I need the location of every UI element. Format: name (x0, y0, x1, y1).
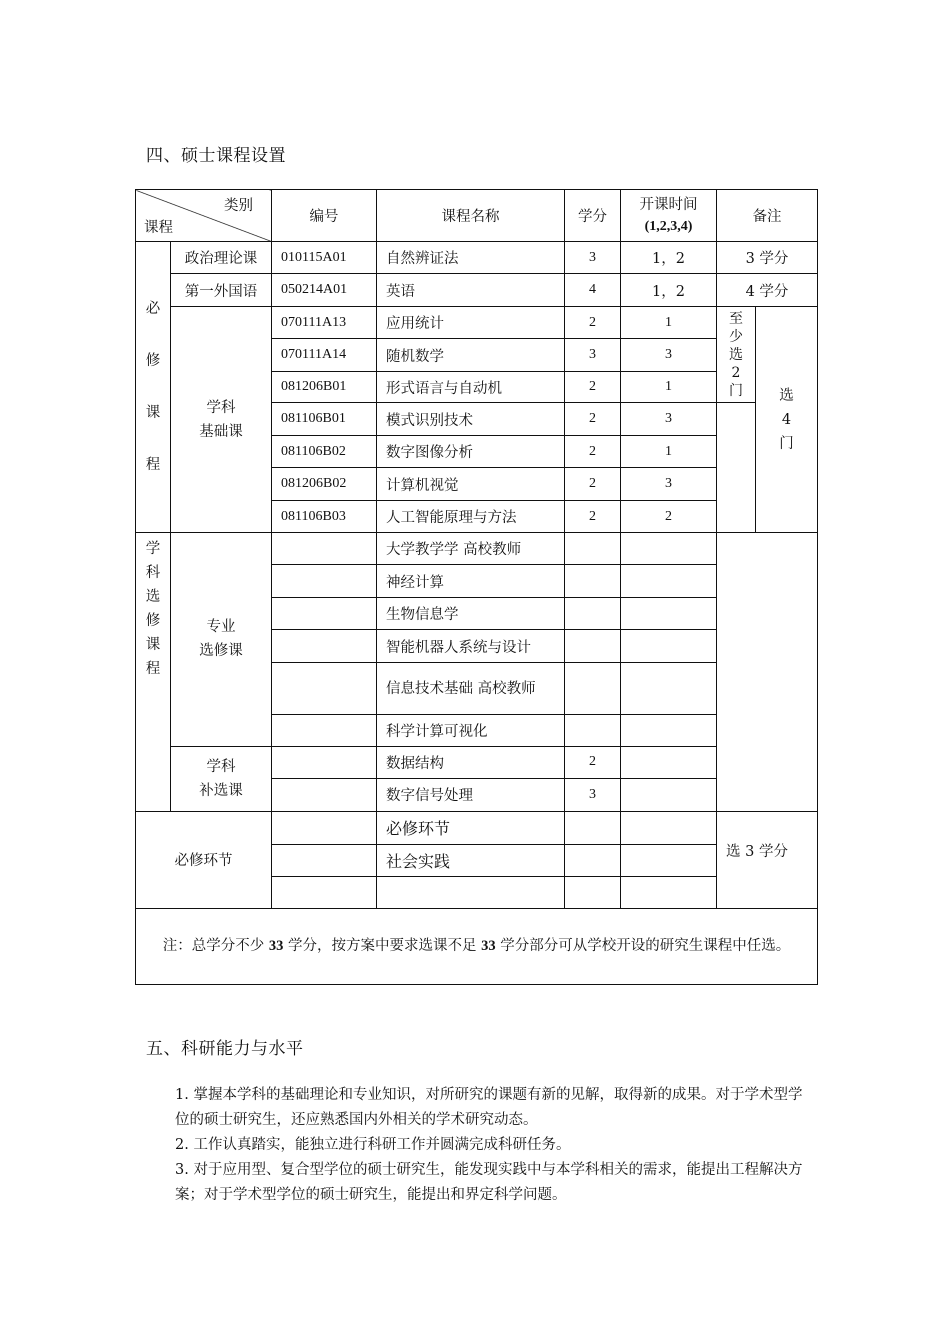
row-name (377, 876, 565, 908)
remark-min-2-char: 2 (731, 364, 741, 381)
row-code (272, 778, 377, 811)
row-time (621, 598, 717, 630)
group-basic (171, 307, 272, 533)
row-time: 1 (621, 372, 717, 403)
header-code: 编号 (272, 190, 377, 242)
row-name: 大学教学学 高校教师 (377, 533, 565, 565)
group-required-char: 课 (145, 405, 161, 422)
remark-select-4-char: 选 (779, 387, 794, 404)
paragraph: 2. 工作认真踏实，能独立进行科研工作并圆满完成科研任务。 (175, 1137, 571, 1153)
group-elective-char: 科 (145, 565, 161, 582)
paragraph: 1. 掌握本学科的基础理论和专业知识，对所研究的课题有新的见解，取得新的成果。对于学术型学位的硕士研究生，还应熟悉国内外相关的学术研究动态。 (175, 1087, 803, 1128)
note-credits-2: 33 (481, 937, 496, 954)
group-professional (171, 533, 272, 746)
row-code (272, 876, 377, 908)
header-remark: 备注 (717, 190, 818, 242)
row-credits (565, 565, 621, 598)
remark-select-4-char: 4 (781, 411, 792, 428)
row-name: 科学计算可视化 (377, 714, 565, 746)
remark-select-4 (756, 307, 818, 533)
row-credits (565, 811, 621, 844)
row-name: 形式语言与自动机 (377, 372, 565, 403)
row-name: 英语 (377, 274, 565, 307)
row-time (621, 778, 717, 811)
row-code: 070111A13 (272, 307, 377, 339)
row-code: 081106B02 (272, 436, 377, 468)
row-code (272, 598, 377, 630)
row-name: 随机数学 (377, 339, 565, 372)
row-code (272, 533, 377, 565)
course-table (135, 189, 818, 985)
row-credits: 2 (565, 468, 621, 501)
row-name: 数字图像分析 (377, 436, 565, 468)
row-remark: 3 学分 (717, 242, 818, 274)
row-credits (565, 630, 621, 663)
row-name: 神经计算 (377, 565, 565, 598)
section-5-body (145, 1083, 813, 1208)
note-text: 学分部分可从学校开设的研究生课程中任选。 (495, 937, 791, 954)
note-credits-1: 33 (268, 937, 284, 954)
table-row (136, 811, 818, 844)
row-credits (565, 714, 621, 746)
row-credits (565, 598, 621, 630)
header-credits: 学分 (565, 190, 621, 242)
table-row (136, 746, 818, 778)
row-time: 2 (621, 501, 717, 533)
group-elective-char: 程 (145, 661, 161, 678)
row-time: 1 (621, 436, 717, 468)
row-time (621, 714, 717, 746)
group-elective-char: 学 (145, 541, 161, 558)
row-name: 计算机视觉 (377, 468, 565, 501)
row-credits: 3 (565, 242, 621, 274)
row-credits: 2 (565, 501, 621, 533)
row-name: 信息技术基础 高校教师 (377, 663, 565, 714)
row-code: 010115A01 (272, 242, 377, 274)
row-name: 人工智能原理与方法 (377, 501, 565, 533)
header-category-bottom: 课程 (144, 220, 173, 237)
row-remark: 4 学分 (717, 274, 818, 307)
group-professional-line: 专业 (206, 619, 236, 636)
header-time-line1: 开课时间 (639, 196, 698, 213)
group-required-char: 修 (145, 353, 161, 370)
remark-links: 选 3 学分 (717, 811, 818, 908)
header-category-top: 类别 (224, 198, 253, 214)
row-time: 1，2 (621, 242, 717, 274)
row-credits: 2 (565, 372, 621, 403)
row-code (272, 630, 377, 663)
row-code (272, 663, 377, 714)
row-code (272, 746, 377, 778)
row-code (272, 844, 377, 876)
group-supplement (171, 746, 272, 811)
group-elective-char: 修 (145, 613, 161, 630)
row-credits (565, 663, 621, 714)
row-credits: 3 (565, 339, 621, 372)
row-time (621, 876, 717, 908)
row-code: 081206B01 (272, 372, 377, 403)
table-row (136, 242, 818, 274)
group-required (136, 242, 171, 533)
row-code: 081106B01 (272, 403, 377, 436)
row-time (621, 630, 717, 663)
table-row (136, 533, 818, 565)
group-professional-line: 选修课 (199, 643, 243, 660)
section-5-title: 五、科研能力与水平 (146, 1039, 304, 1059)
row-time: 3 (621, 403, 717, 436)
row-credits: 2 (565, 436, 621, 468)
table-note-row (136, 908, 818, 984)
row-credits: 2 (565, 307, 621, 339)
row-category: 第一外国语 (171, 274, 272, 307)
row-name: 应用统计 (377, 307, 565, 339)
row-time (621, 533, 717, 565)
group-elective-char: 课 (145, 637, 161, 654)
group-basic-line: 学科 (206, 399, 236, 416)
row-credits (565, 533, 621, 565)
row-code (272, 811, 377, 844)
section-4-title: 四、硕士课程设置 (146, 146, 286, 166)
row-name: 生物信息学 (377, 598, 565, 630)
row-time: 3 (621, 339, 717, 372)
row-name: 模式识别技术 (377, 403, 565, 436)
header-category-cell (136, 190, 272, 242)
row-name: 自然辨证法 (377, 242, 565, 274)
row-credits: 2 (565, 746, 621, 778)
row-name: 数字信号处理 (377, 778, 565, 811)
row-credits (565, 876, 621, 908)
note-text: 注：总学分不少 (162, 937, 269, 954)
group-required-char: 必 (145, 301, 161, 318)
row-code (272, 565, 377, 598)
row-code: 050214A01 (272, 274, 377, 307)
remark-min-2 (717, 307, 756, 403)
row-time (621, 565, 717, 598)
header-time (621, 190, 717, 242)
note-text: 学分，按方案中要求选课不足 (283, 937, 482, 954)
group-supplement-line: 学科 (206, 758, 236, 775)
group-supplement-line: 补选课 (199, 782, 243, 799)
row-name: 必修环节 (377, 811, 565, 844)
remark-empty (717, 533, 818, 811)
group-elective (136, 533, 171, 811)
row-name: 智能机器人系统与设计 (377, 630, 565, 663)
row-credits (565, 844, 621, 876)
table-row (136, 307, 818, 339)
row-time (621, 811, 717, 844)
row-credits: 2 (565, 403, 621, 436)
row-time (621, 746, 717, 778)
remark-min-2-char: 选 (729, 346, 743, 363)
row-code: 081106B03 (272, 501, 377, 533)
header-name: 课程名称 (377, 190, 565, 242)
group-required-char: 程 (145, 457, 161, 474)
row-code: 081206B02 (272, 468, 377, 501)
row-name: 社会实践 (377, 844, 565, 876)
row-time (621, 844, 717, 876)
row-time: 1，2 (621, 274, 717, 307)
row-time (621, 663, 717, 714)
group-required-links: 必修环节 (136, 811, 272, 908)
table-note (136, 908, 818, 984)
row-time: 3 (621, 468, 717, 501)
remark-min-2-char: 少 (729, 328, 743, 345)
table-row (136, 274, 818, 307)
paragraph: 3. 对于应用型、复合型学位的硕士研究生，能发现实践中与本学科相关的需求，能提出工程解决方案；对于学术型学位的硕士研究生，能提出和界定科学问题。 (175, 1162, 803, 1203)
remark-select-4-char: 门 (779, 435, 794, 452)
row-code: 070111A14 (272, 339, 377, 372)
table-header-row (136, 190, 818, 242)
group-elective-char: 选 (145, 589, 161, 606)
remark-min-2-char: 至 (729, 310, 743, 327)
row-code (272, 714, 377, 746)
row-credits: 4 (565, 274, 621, 307)
row-time: 1 (621, 307, 717, 339)
row-category: 政治理论课 (171, 242, 272, 274)
remark-empty (717, 403, 756, 533)
remark-min-2-char: 门 (729, 382, 743, 399)
row-name: 数据结构 (377, 746, 565, 778)
group-basic-line: 基础课 (199, 423, 243, 440)
header-time-line2: (1,2,3,4) (644, 218, 693, 234)
row-credits: 3 (565, 778, 621, 811)
